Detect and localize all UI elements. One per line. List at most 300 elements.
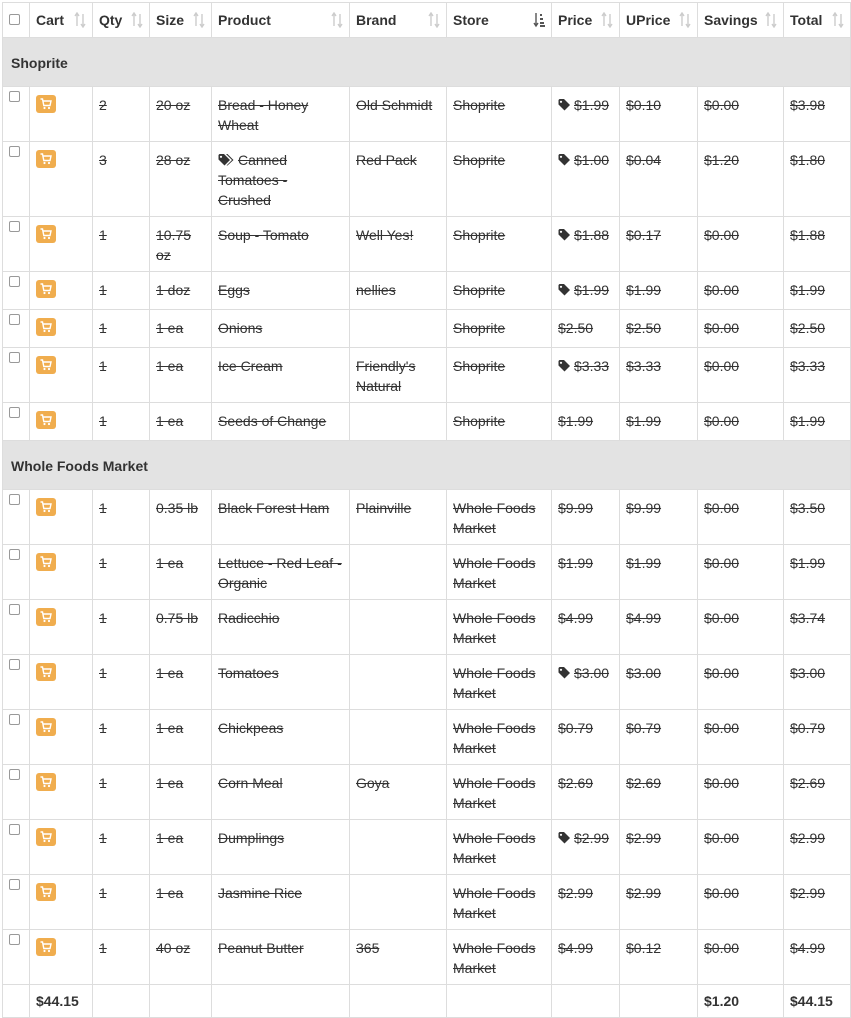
qty-value: 1 bbox=[99, 830, 107, 846]
savings-cell bbox=[698, 142, 784, 217]
savings-cell bbox=[698, 87, 784, 142]
store-group-row bbox=[3, 441, 851, 490]
qty-value: 1 bbox=[99, 555, 107, 571]
table-row bbox=[3, 142, 851, 217]
product-name[interactable]: Black Forest Ham bbox=[218, 500, 330, 516]
store-cell bbox=[447, 310, 552, 348]
add-to-cart-button[interactable] bbox=[36, 553, 56, 571]
brand-cell bbox=[350, 87, 447, 142]
product-name[interactable]: Ice Cream bbox=[218, 358, 283, 374]
cart-cell bbox=[30, 875, 93, 930]
product-cell bbox=[212, 875, 350, 930]
uprice-cell bbox=[620, 600, 698, 655]
cart-cell bbox=[30, 142, 93, 217]
product-cell bbox=[212, 545, 350, 600]
size-cell bbox=[150, 600, 212, 655]
savings-total: $1.20 bbox=[698, 985, 784, 1018]
store-cell bbox=[447, 142, 552, 217]
product-name[interactable]: Jasmine Rice bbox=[218, 885, 303, 901]
savings-cell bbox=[698, 348, 784, 403]
sort-icon bbox=[765, 12, 777, 28]
uprice-value: $3.33 bbox=[626, 358, 662, 374]
row-checkbox[interactable] bbox=[9, 91, 20, 102]
store-value: Whole Foods Market bbox=[453, 830, 536, 866]
product-name[interactable]: Canned Tomatoes - Crushed bbox=[218, 152, 288, 208]
total-value: $3.00 bbox=[790, 665, 826, 681]
table-row bbox=[3, 87, 851, 142]
total-cell bbox=[784, 765, 851, 820]
row-checkbox[interactable] bbox=[9, 824, 20, 835]
qty-cell bbox=[93, 310, 150, 348]
total-cell bbox=[784, 875, 851, 930]
totals-empty-cell bbox=[350, 985, 447, 1018]
uprice-cell bbox=[620, 490, 698, 545]
product-name[interactable]: Chickpeas bbox=[218, 720, 284, 736]
col-header-cart[interactable]: Cart bbox=[30, 3, 93, 38]
total-cell bbox=[784, 348, 851, 403]
brand-cell bbox=[350, 403, 447, 441]
savings-value: $0.00 bbox=[704, 830, 740, 846]
total-value: $3.33 bbox=[790, 358, 826, 374]
total-value: $3.50 bbox=[790, 500, 826, 516]
header-row bbox=[3, 3, 851, 38]
savings-value: $0.00 bbox=[704, 358, 740, 374]
brand-value: Friendly's Natural bbox=[356, 358, 416, 394]
col-header-size[interactable]: Size bbox=[150, 3, 212, 38]
size-cell bbox=[150, 142, 212, 217]
table-row bbox=[3, 600, 851, 655]
savings-cell bbox=[698, 217, 784, 272]
uprice-cell bbox=[620, 272, 698, 310]
store-value: Shoprite bbox=[453, 413, 506, 429]
total-value: $4.99 bbox=[790, 940, 826, 956]
store-cell bbox=[447, 87, 552, 142]
product-cell bbox=[212, 142, 350, 217]
col-header-brand[interactable]: Brand bbox=[350, 3, 447, 38]
table-row bbox=[3, 655, 851, 710]
uprice-value: $0.79 bbox=[626, 720, 662, 736]
price-cell bbox=[552, 545, 620, 600]
qty-value: 2 bbox=[99, 97, 107, 113]
shopping-cart-icon bbox=[40, 321, 52, 333]
product-cell bbox=[212, 87, 350, 142]
totals-empty-cell bbox=[620, 985, 698, 1018]
col-header-price[interactable]: Price bbox=[552, 3, 620, 38]
size-cell bbox=[150, 490, 212, 545]
savings-cell bbox=[698, 930, 784, 985]
row-checkbox[interactable] bbox=[9, 221, 20, 232]
size-cell bbox=[150, 655, 212, 710]
col-header-savings[interactable]: Savings bbox=[698, 3, 784, 38]
store-cell bbox=[447, 272, 552, 310]
total-value: $3.98 bbox=[790, 97, 826, 113]
total-cell bbox=[784, 142, 851, 217]
cart-cell bbox=[30, 348, 93, 403]
size-value: 40 oz bbox=[156, 940, 191, 956]
total-cell bbox=[784, 310, 851, 348]
price-tag-icon bbox=[558, 284, 572, 296]
brand-cell bbox=[350, 655, 447, 710]
row-checkbox[interactable] bbox=[9, 549, 20, 560]
uprice-value: $1.99 bbox=[626, 555, 662, 571]
row-checkbox[interactable] bbox=[9, 934, 20, 945]
store-group-label: Shoprite bbox=[3, 38, 851, 87]
table-row bbox=[3, 272, 851, 310]
add-to-cart-button[interactable] bbox=[36, 225, 56, 243]
savings-value: $1.20 bbox=[704, 152, 740, 168]
product-name[interactable]: Tomatoes bbox=[218, 665, 279, 681]
row-checkbox[interactable] bbox=[9, 879, 20, 890]
size-cell bbox=[150, 217, 212, 272]
uprice-value: $3.00 bbox=[626, 665, 662, 681]
col-header-store[interactable]: Store bbox=[447, 3, 552, 38]
add-to-cart-button[interactable] bbox=[36, 883, 56, 901]
total-value: $2.50 bbox=[790, 320, 826, 336]
size-value: 20 oz bbox=[156, 97, 191, 113]
table-row bbox=[3, 710, 851, 765]
qty-cell bbox=[93, 765, 150, 820]
add-to-cart-button[interactable] bbox=[36, 608, 56, 626]
product-name[interactable]: Corn Meal bbox=[218, 775, 283, 791]
qty-value: 1 bbox=[99, 885, 107, 901]
product-name[interactable]: Onions bbox=[218, 320, 263, 336]
col-header-product[interactable]: Product bbox=[212, 3, 350, 38]
row-select-cell bbox=[3, 545, 30, 600]
table-row bbox=[3, 545, 851, 600]
qty-cell bbox=[93, 217, 150, 272]
savings-cell bbox=[698, 272, 784, 310]
size-cell bbox=[150, 272, 212, 310]
price-tag-icon bbox=[558, 229, 572, 241]
qty-value: 3 bbox=[99, 152, 107, 168]
total-cell bbox=[784, 87, 851, 142]
savings-value: $0.00 bbox=[704, 885, 740, 901]
brand-cell bbox=[350, 348, 447, 403]
product-name[interactable]: Eggs bbox=[218, 282, 250, 298]
total-value: $1.99 bbox=[790, 413, 826, 429]
table-row bbox=[3, 875, 851, 930]
row-select-cell bbox=[3, 272, 30, 310]
total-cell bbox=[784, 820, 851, 875]
cart-cell bbox=[30, 765, 93, 820]
uprice-cell bbox=[620, 310, 698, 348]
cart-cell bbox=[30, 217, 93, 272]
uprice-cell bbox=[620, 930, 698, 985]
savings-value: $0.00 bbox=[704, 320, 740, 336]
row-select-cell bbox=[3, 930, 30, 985]
add-to-cart-button[interactable] bbox=[36, 498, 56, 516]
qty-cell bbox=[93, 545, 150, 600]
table-row bbox=[3, 490, 851, 545]
shopping-cart-icon bbox=[40, 359, 52, 371]
price-cell bbox=[552, 600, 620, 655]
savings-value: $0.00 bbox=[704, 282, 740, 298]
qty-value: 1 bbox=[99, 610, 107, 626]
add-to-cart-button[interactable] bbox=[36, 938, 56, 956]
qty-cell bbox=[93, 600, 150, 655]
totals-row bbox=[3, 985, 851, 1018]
total-value: $1.99 bbox=[790, 282, 826, 298]
shopping-cart-icon bbox=[40, 414, 52, 426]
total-cell bbox=[784, 490, 851, 545]
product-cell bbox=[212, 820, 350, 875]
uprice-value: $4.99 bbox=[626, 610, 662, 626]
brand-value: Goya bbox=[356, 775, 390, 791]
uprice-value: $2.99 bbox=[626, 885, 662, 901]
product-cell bbox=[212, 600, 350, 655]
price-value: $9.99 bbox=[558, 500, 594, 516]
shopping-cart-icon bbox=[40, 283, 52, 295]
cart-cell bbox=[30, 820, 93, 875]
table-row bbox=[3, 348, 851, 403]
product-cell bbox=[212, 272, 350, 310]
savings-value: $0.00 bbox=[704, 227, 740, 243]
size-value: 1 ea bbox=[156, 665, 184, 681]
savings-value: $0.00 bbox=[704, 775, 740, 791]
total-cell bbox=[784, 403, 851, 441]
add-to-cart-button[interactable] bbox=[36, 150, 56, 168]
uprice-cell bbox=[620, 403, 698, 441]
row-select-cell bbox=[3, 348, 30, 403]
brand-cell bbox=[350, 930, 447, 985]
product-name[interactable]: Seeds of Change bbox=[218, 413, 327, 429]
price-cell bbox=[552, 820, 620, 875]
add-to-cart-button[interactable] bbox=[36, 280, 56, 298]
uprice-cell bbox=[620, 710, 698, 765]
product-name[interactable]: Dumplings bbox=[218, 830, 285, 846]
qty-cell bbox=[93, 710, 150, 765]
savings-cell bbox=[698, 875, 784, 930]
row-select-cell bbox=[3, 875, 30, 930]
qty-value: 1 bbox=[99, 720, 107, 736]
price-value: $3.00 bbox=[574, 665, 610, 681]
size-cell bbox=[150, 710, 212, 765]
uprice-cell bbox=[620, 217, 698, 272]
store-value: Whole Foods Market bbox=[453, 885, 536, 921]
row-select-cell bbox=[3, 600, 30, 655]
brand-cell bbox=[350, 820, 447, 875]
total-value: $0.79 bbox=[790, 720, 826, 736]
savings-cell bbox=[698, 490, 784, 545]
row-checkbox[interactable] bbox=[9, 146, 20, 157]
row-checkbox[interactable] bbox=[9, 407, 20, 418]
price-cell bbox=[552, 217, 620, 272]
uprice-cell bbox=[620, 655, 698, 710]
product-cell bbox=[212, 655, 350, 710]
cart-cell bbox=[30, 490, 93, 545]
uprice-cell bbox=[620, 87, 698, 142]
row-select-cell bbox=[3, 310, 30, 348]
qty-value: 1 bbox=[99, 320, 107, 336]
qty-value: 1 bbox=[99, 358, 107, 374]
store-value: Shoprite bbox=[453, 97, 506, 113]
row-checkbox[interactable] bbox=[9, 714, 20, 725]
store-value: Whole Foods Market bbox=[453, 775, 536, 811]
col-header-qty[interactable]: Qty bbox=[93, 3, 150, 38]
row-checkbox[interactable] bbox=[9, 494, 20, 505]
row-select-cell bbox=[3, 87, 30, 142]
uprice-value: $0.12 bbox=[626, 940, 662, 956]
total-value: $2.99 bbox=[790, 885, 826, 901]
price-value: $1.00 bbox=[574, 152, 610, 168]
store-cell bbox=[447, 403, 552, 441]
uprice-cell bbox=[620, 875, 698, 930]
qty-cell bbox=[93, 820, 150, 875]
qty-value: 1 bbox=[99, 775, 107, 791]
add-to-cart-button[interactable] bbox=[36, 773, 56, 791]
table-row bbox=[3, 310, 851, 348]
shopping-cart-icon bbox=[40, 153, 52, 165]
row-select-cell bbox=[3, 710, 30, 765]
size-value: 1 ea bbox=[156, 885, 184, 901]
row-select-cell bbox=[3, 765, 30, 820]
sort-icon bbox=[193, 12, 205, 28]
shopping-cart-icon bbox=[40, 556, 52, 568]
size-value: 1 doz bbox=[156, 282, 191, 298]
row-checkbox[interactable] bbox=[9, 314, 20, 325]
row-select-cell bbox=[3, 655, 30, 710]
shopping-cart-icon bbox=[40, 611, 52, 623]
add-to-cart-button[interactable] bbox=[36, 718, 56, 736]
shopping-list-table bbox=[2, 2, 851, 1018]
uprice-value: $2.69 bbox=[626, 775, 662, 791]
totals-empty-cell bbox=[150, 985, 212, 1018]
price-value: $2.99 bbox=[558, 885, 594, 901]
price-tag-icon bbox=[558, 154, 572, 166]
row-select-cell bbox=[3, 490, 30, 545]
add-to-cart-button[interactable] bbox=[36, 411, 56, 429]
brand-value: Well Yes! bbox=[356, 227, 414, 243]
add-to-cart-button[interactable] bbox=[36, 318, 56, 336]
sort-icon bbox=[679, 12, 691, 28]
col-header-total[interactable]: Total bbox=[784, 3, 851, 38]
qty-cell bbox=[93, 348, 150, 403]
size-value: 1 ea bbox=[156, 720, 184, 736]
store-cell bbox=[447, 820, 552, 875]
price-value: $2.99 bbox=[574, 830, 610, 846]
row-checkbox[interactable] bbox=[9, 352, 20, 363]
totals-empty-cell bbox=[552, 985, 620, 1018]
savings-value: $0.00 bbox=[704, 413, 740, 429]
table-row bbox=[3, 765, 851, 820]
size-value: 1 ea bbox=[156, 413, 184, 429]
grand-total: $44.15 bbox=[784, 985, 851, 1018]
cart-cell bbox=[30, 655, 93, 710]
size-value: 0.75 lb bbox=[156, 610, 199, 626]
brand-cell bbox=[350, 272, 447, 310]
store-value: Shoprite bbox=[453, 282, 506, 298]
total-cell bbox=[784, 272, 851, 310]
row-select-cell bbox=[3, 820, 30, 875]
uprice-cell bbox=[620, 545, 698, 600]
store-value: Shoprite bbox=[453, 358, 506, 374]
price-cell bbox=[552, 765, 620, 820]
product-name[interactable]: Radicchio bbox=[218, 610, 280, 626]
shopping-cart-icon bbox=[40, 228, 52, 240]
product-name[interactable]: Bread - Honey Wheat bbox=[218, 97, 309, 133]
add-to-cart-button[interactable] bbox=[36, 356, 56, 374]
price-value: $1.99 bbox=[558, 555, 594, 571]
total-value: $2.69 bbox=[790, 775, 826, 791]
row-checkbox[interactable] bbox=[9, 769, 20, 780]
brand-value: Plainville bbox=[356, 500, 412, 516]
table-row bbox=[3, 820, 851, 875]
price-cell bbox=[552, 655, 620, 710]
uprice-value: $1.99 bbox=[626, 282, 662, 298]
uprice-cell bbox=[620, 348, 698, 403]
row-checkbox[interactable] bbox=[9, 604, 20, 615]
qty-value: 1 bbox=[99, 500, 107, 516]
sort-icon bbox=[428, 12, 440, 28]
store-group-row bbox=[3, 38, 851, 87]
price-value: $3.33 bbox=[574, 358, 610, 374]
size-value: 1 ea bbox=[156, 775, 184, 791]
size-value: 28 oz bbox=[156, 152, 191, 168]
cart-cell bbox=[30, 272, 93, 310]
product-name[interactable]: Peanut Butter bbox=[218, 940, 304, 956]
savings-cell bbox=[698, 545, 784, 600]
row-checkbox[interactable] bbox=[9, 276, 20, 287]
add-to-cart-button[interactable] bbox=[36, 663, 56, 681]
product-cell bbox=[212, 217, 350, 272]
total-cell bbox=[784, 710, 851, 765]
total-cell bbox=[784, 217, 851, 272]
store-value: Shoprite bbox=[453, 227, 506, 243]
price-tag-icon bbox=[558, 832, 572, 844]
size-value: 1 ea bbox=[156, 830, 184, 846]
total-value: $1.80 bbox=[790, 152, 826, 168]
savings-value: $0.00 bbox=[704, 610, 740, 626]
savings-cell bbox=[698, 710, 784, 765]
size-value: 1 ea bbox=[156, 320, 184, 336]
row-checkbox[interactable] bbox=[9, 659, 20, 670]
size-value: 10.75 oz bbox=[156, 227, 192, 263]
row-select-cell bbox=[3, 403, 30, 441]
savings-value: $0.00 bbox=[704, 97, 740, 113]
product-name[interactable]: Soup - Tomato bbox=[218, 227, 309, 243]
uprice-cell bbox=[620, 820, 698, 875]
size-cell bbox=[150, 403, 212, 441]
totals-empty-cell bbox=[212, 985, 350, 1018]
brand-cell bbox=[350, 545, 447, 600]
savings-cell bbox=[698, 600, 784, 655]
size-cell bbox=[150, 310, 212, 348]
cart-cell bbox=[30, 310, 93, 348]
size-cell bbox=[150, 765, 212, 820]
price-tag-icon bbox=[558, 360, 572, 372]
qty-cell bbox=[93, 490, 150, 545]
qty-value: 1 bbox=[99, 940, 107, 956]
brand-cell bbox=[350, 142, 447, 217]
savings-value: $0.00 bbox=[704, 940, 740, 956]
select-all-checkbox[interactable] bbox=[9, 14, 20, 25]
qty-cell bbox=[93, 87, 150, 142]
col-header-uprice[interactable]: UPrice bbox=[620, 3, 698, 38]
cart-cell bbox=[30, 930, 93, 985]
add-to-cart-button[interactable] bbox=[36, 95, 56, 113]
uprice-value: $0.10 bbox=[626, 97, 662, 113]
total-value: $1.88 bbox=[790, 227, 826, 243]
product-name[interactable]: Lettuce - Red Leaf - Organic bbox=[218, 555, 342, 591]
total-value: $3.74 bbox=[790, 610, 826, 626]
store-value: Whole Foods Market bbox=[453, 500, 536, 536]
size-cell bbox=[150, 930, 212, 985]
price-value: $4.99 bbox=[558, 610, 594, 626]
qty-value: 1 bbox=[99, 282, 107, 298]
qty-cell bbox=[93, 655, 150, 710]
add-to-cart-button[interactable] bbox=[36, 828, 56, 846]
store-cell bbox=[447, 600, 552, 655]
